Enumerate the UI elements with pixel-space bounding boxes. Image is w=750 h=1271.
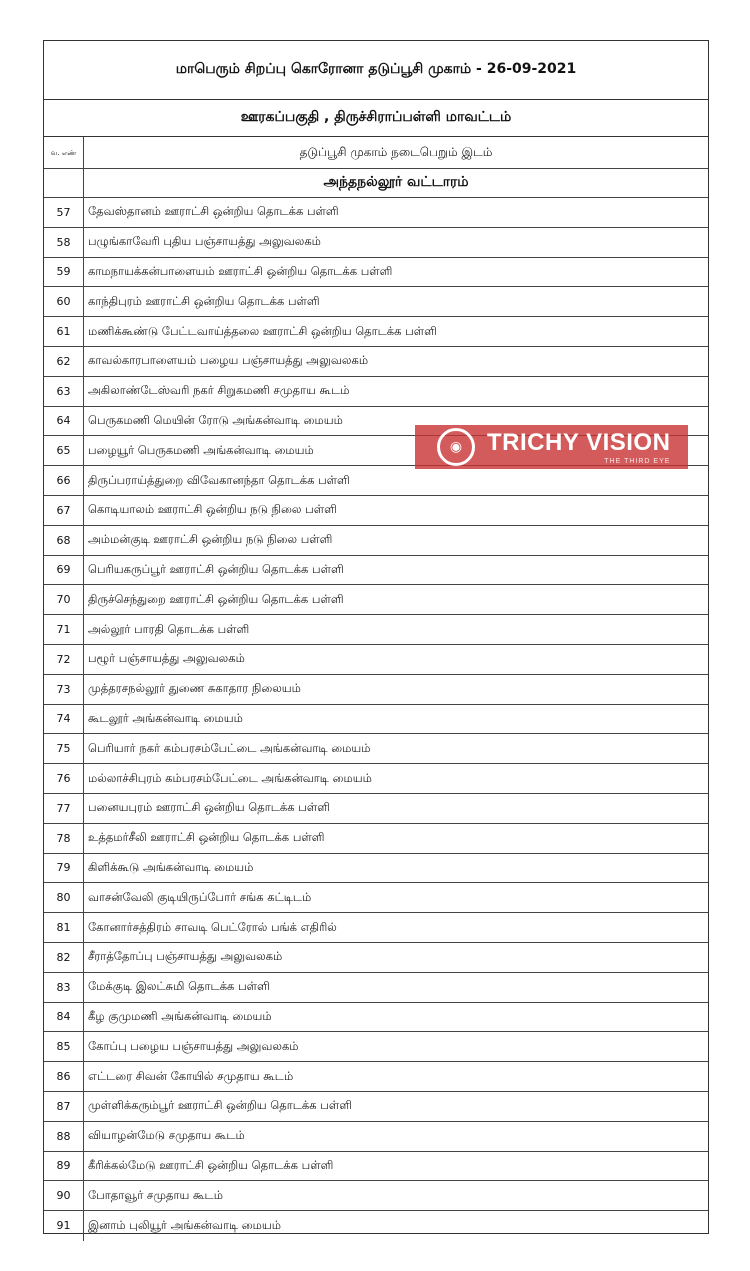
camp-location: கிளிக்கூடு அங்கன்வாடி மையம்	[88, 859, 254, 874]
table-row	[44, 734, 708, 764]
table-row	[44, 1152, 708, 1182]
table-row	[44, 764, 708, 794]
camp-location: கொடியாலம் ஊராட்சி ஒன்றிய நடு நிலை பள்ளி	[88, 502, 337, 517]
serial-number: 90	[44, 1181, 84, 1210]
serial-number: 82	[44, 943, 84, 972]
serial-number: 77	[44, 794, 84, 823]
table-row	[44, 1211, 708, 1241]
serial-number: 57	[44, 198, 84, 227]
table-row	[44, 824, 708, 854]
eye-logo-icon: ◉	[437, 428, 475, 466]
camp-location: போதாவூர் சமுதாய கூடம்	[88, 1187, 223, 1202]
document-table	[43, 40, 709, 1234]
camp-location: திருச்செந்துறை ஊராட்சி ஒன்றிய தொடக்க பள்ளி	[88, 591, 344, 606]
table-row	[44, 585, 708, 615]
serial-number: 69	[44, 556, 84, 585]
camp-location: பழுங்காவேரி புதிய பஞ்சாயத்து அலுவலகம்	[88, 234, 321, 249]
camp-location: அகிலாண்டேஸ்வரி நகர் சிறுகமணி சமுதாய கூடம்	[88, 383, 350, 398]
table-row	[44, 1092, 708, 1122]
camp-location: பழையூர் பெருகமணி அங்கன்வாடி மையம்	[88, 442, 314, 457]
block-heading-spacer	[44, 169, 84, 197]
camp-location: கோப்பு பழைய பஞ்சாயத்து அலுவலகம்	[88, 1038, 299, 1053]
camp-location: எட்டரை சிவன் கோயில் சமுதாய கூடம்	[88, 1068, 294, 1083]
table-row	[44, 556, 708, 586]
table-row	[44, 347, 708, 377]
camp-location: கீரிக்கல்மேடு ஊராட்சி ஒன்றிய தொடக்க பள்ளி	[88, 1157, 334, 1172]
serial-number: 75	[44, 734, 84, 763]
camp-location: காந்திபுரம் ஊராட்சி ஒன்றிய தொடக்க பள்ளி	[88, 293, 320, 308]
camp-location: மேக்குடி இலட்சுமி தொடக்க பள்ளி	[88, 979, 270, 994]
camp-location: பெரியார் நகர் கம்பரசம்பேட்டை அங்கன்வாடி மையம்	[88, 740, 371, 755]
table-row	[44, 943, 708, 973]
serial-number: 62	[44, 347, 84, 376]
serial-number: 59	[44, 258, 84, 287]
table-row	[44, 675, 708, 705]
block-name: அந்தநல்லூர் வட்டாரம்	[323, 174, 469, 190]
serial-number: 89	[44, 1152, 84, 1181]
camp-location: காமநாயக்கன்பாளையம் ஊராட்சி ஒன்றிய தொடக்க பள்ளி	[88, 263, 393, 278]
camp-location: வியாழன்மேடு சமுதாய கூடம்	[88, 1128, 245, 1143]
serial-number: 86	[44, 1062, 84, 1091]
table-row	[44, 377, 708, 407]
table-row	[44, 1003, 708, 1033]
table-body	[44, 198, 708, 1241]
camp-location: உத்தமர்சீலி ஊராட்சி ஒன்றிய தொடக்க பள்ளி	[88, 830, 325, 845]
serial-number: 73	[44, 675, 84, 704]
camp-location: முத்தரசநல்லூர் துணை சுகாதார நிலையம்	[88, 681, 301, 696]
serial-number: 67	[44, 496, 84, 525]
serial-number: 87	[44, 1092, 84, 1121]
camp-location: காவல்காரபாளையம் பழைய பஞ்சாயத்து அலுவலகம்	[88, 353, 369, 368]
camp-location: மணிக்கூண்டு பேட்டவாய்த்தலை ஊராட்சி ஒன்றிய தொடக்க பள்ளி	[88, 323, 437, 338]
serial-number: 60	[44, 287, 84, 316]
watermark-brand: TRICHY VISION	[487, 428, 671, 456]
camp-location: அல்லூர் பாரதி தொடக்க பள்ளி	[88, 621, 250, 636]
serial-number: 80	[44, 883, 84, 912]
place-header: தடுப்பூசி முகாம் நடைபெறும் இடம்	[299, 144, 493, 159]
serial-number: 91	[44, 1211, 84, 1241]
document-subtitle: ஊரகப்பகுதி , திருச்சிராப்பள்ளி மாவட்டம்	[44, 100, 708, 137]
table-row	[44, 973, 708, 1003]
serial-number-header: வ. எண்	[44, 137, 84, 168]
camp-location: பனையபுரம் ஊராட்சி ஒன்றிய தொடக்க பள்ளி	[88, 800, 330, 815]
table-row	[44, 317, 708, 347]
table-row	[44, 854, 708, 884]
table-row	[44, 705, 708, 735]
serial-number: 79	[44, 854, 84, 883]
serial-number: 85	[44, 1032, 84, 1061]
table-row	[44, 913, 708, 943]
camp-location: கோனார்சத்திரம் சாவடி பெட்ரோல் பங்க் எதிரில்	[88, 919, 337, 934]
camp-location: பெருகமணி மெயின் ரோடு அங்கன்வாடி மையம்	[88, 412, 343, 427]
camp-location: தேவஸ்தானம் ஊராட்சி ஒன்றிய தொடக்க பள்ளி	[88, 204, 339, 219]
serial-number: 74	[44, 705, 84, 734]
camp-location: மல்லாச்சிபுரம் கம்பரசம்பேட்டை அங்கன்வாடி மையம்	[88, 770, 372, 785]
watermark-tagline: THE THIRD EYE	[604, 457, 671, 465]
table-row	[44, 466, 708, 496]
table-row	[44, 496, 708, 526]
table-row	[44, 258, 708, 288]
watermark-banner	[415, 425, 688, 469]
table-row	[44, 198, 708, 228]
serial-number: 71	[44, 615, 84, 644]
table-row	[44, 1032, 708, 1062]
serial-number: 65	[44, 436, 84, 465]
camp-location: திருப்பராய்த்துறை விவேகானந்தா தொடக்க பள்ளி	[88, 472, 350, 487]
table-row	[44, 228, 708, 258]
serial-number: 58	[44, 228, 84, 257]
camp-location: கூடலூர் அங்கன்வாடி மையம்	[88, 710, 243, 725]
table-row	[44, 883, 708, 913]
block-heading-row	[44, 169, 708, 198]
camp-location: அம்மன்குடி ஊராட்சி ஒன்றிய நடு நிலை பள்ளி	[88, 532, 333, 547]
table-row	[44, 1181, 708, 1211]
serial-number: 81	[44, 913, 84, 942]
serial-number: 70	[44, 585, 84, 614]
serial-number: 78	[44, 824, 84, 853]
serial-number: 76	[44, 764, 84, 793]
camp-location: இனாம் புலியூர் அங்கன்வாடி மையம்	[88, 1217, 282, 1232]
serial-number: 83	[44, 973, 84, 1002]
serial-number: 68	[44, 526, 84, 555]
camp-location: கீழ குமுமணி அங்கன்வாடி மையம்	[88, 1008, 272, 1023]
serial-number: 88	[44, 1122, 84, 1151]
camp-location: சீராத்தோப்பு பஞ்சாயத்து அலுவலகம்	[88, 949, 283, 964]
table-row	[44, 287, 708, 317]
table-row	[44, 1062, 708, 1092]
table-header-row	[44, 137, 708, 169]
camp-location: பழூர் பஞ்சாயத்து அலுவலகம்	[88, 651, 245, 666]
serial-number: 61	[44, 317, 84, 346]
document-title: மாபெரும் சிறப்பு கொரோனா தடுப்பூசி முகாம் - 26-09-2021	[44, 41, 708, 100]
serial-number: 84	[44, 1003, 84, 1032]
camp-location: முள்ளிக்கரும்பூர் ஊராட்சி ஒன்றிய தொடக்க பள்ளி	[88, 1098, 352, 1113]
table-row	[44, 645, 708, 675]
table-row	[44, 794, 708, 824]
camp-location: வாசன்வேலி குடியிருப்போர் சங்க கட்டிடம்	[88, 889, 312, 904]
serial-number: 72	[44, 645, 84, 674]
serial-number: 64	[44, 407, 84, 436]
table-row	[44, 615, 708, 645]
serial-number: 63	[44, 377, 84, 406]
serial-number: 66	[44, 466, 84, 495]
table-row	[44, 526, 708, 556]
camp-location: பெரியகருப்பூர் ஊராட்சி ஒன்றிய தொடக்க பள்ளி	[88, 561, 344, 576]
table-row	[44, 1122, 708, 1152]
